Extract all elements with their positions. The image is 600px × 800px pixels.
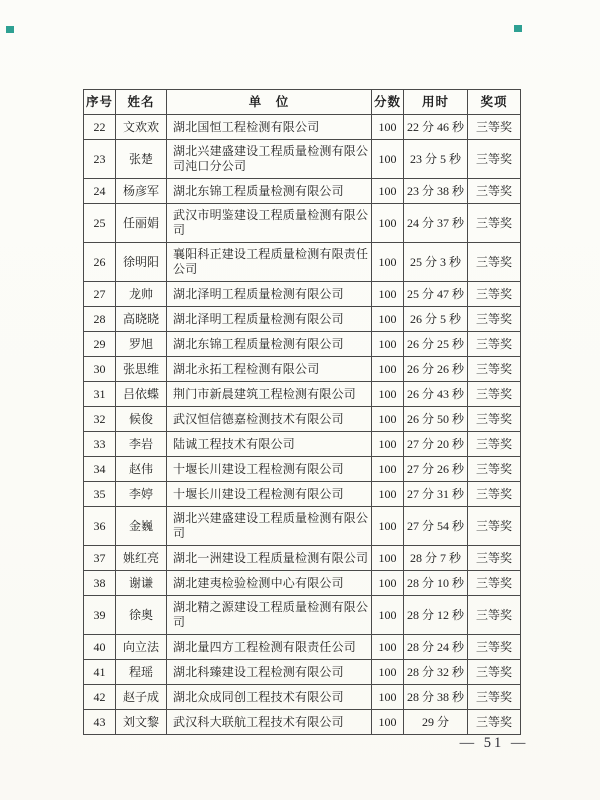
- table-row: [84, 332, 521, 357]
- cell-name: 姚红亮: [116, 546, 167, 571]
- cell-time: 22 分 46 秒: [404, 115, 468, 140]
- cell-score: 100: [372, 243, 404, 282]
- cell-time: 28 分 38 秒: [404, 685, 468, 710]
- cell-no: 30: [84, 357, 116, 382]
- cell-score: 100: [372, 432, 404, 457]
- cell-award: 三等奖: [468, 710, 521, 735]
- cell-name: 向立法: [116, 635, 167, 660]
- cell-time: 26 分 5 秒: [404, 307, 468, 332]
- cell-score: 100: [372, 179, 404, 204]
- cell-company: 荆门市新晨建筑工程检测有限公司: [167, 382, 372, 407]
- cell-time: 28 分 12 秒: [404, 596, 468, 635]
- cell-score: 100: [372, 140, 404, 179]
- cell-score: 100: [372, 685, 404, 710]
- cell-name: 罗旭: [116, 332, 167, 357]
- table-row: [84, 407, 521, 432]
- cell-no: 43: [84, 710, 116, 735]
- cell-time: 23 分 5 秒: [404, 140, 468, 179]
- cell-time: 23 分 38 秒: [404, 179, 468, 204]
- cell-no: 28: [84, 307, 116, 332]
- table-row: [84, 685, 521, 710]
- table-row: [84, 660, 521, 685]
- cell-company: 武汉恒信德嘉检测技术有限公司: [167, 407, 372, 432]
- cell-company: 湖北泽明工程质量检测有限公司: [167, 282, 372, 307]
- table-row: [84, 204, 521, 243]
- cell-no: 35: [84, 482, 116, 507]
- header-company: 单 位: [167, 90, 372, 115]
- cell-score: 100: [372, 482, 404, 507]
- cell-score: 100: [372, 571, 404, 596]
- cell-name: 张思维: [116, 357, 167, 382]
- cell-award: 三等奖: [468, 357, 521, 382]
- cell-company: 湖北量四方工程检测有限责任公司: [167, 635, 372, 660]
- cell-award: 三等奖: [468, 660, 521, 685]
- cell-name: 任丽娟: [116, 204, 167, 243]
- cell-name: 谢谦: [116, 571, 167, 596]
- cell-time: 24 分 37 秒: [404, 204, 468, 243]
- cell-score: 100: [372, 710, 404, 735]
- cell-company: 湖北一洲建设工程质量检测有限公司: [167, 546, 372, 571]
- cell-award: 三等奖: [468, 115, 521, 140]
- cell-company: 武汉市明鉴建设工程质量检测有限公司: [167, 204, 372, 243]
- cell-time: 25 分 3 秒: [404, 243, 468, 282]
- cell-no: 23: [84, 140, 116, 179]
- cell-no: 41: [84, 660, 116, 685]
- cell-time: 29 分: [404, 710, 468, 735]
- table-row: [84, 635, 521, 660]
- cell-no: 36: [84, 507, 116, 546]
- cell-company: 湖北东锦工程质量检测有限公司: [167, 332, 372, 357]
- cell-score: 100: [372, 546, 404, 571]
- cell-award: 三等奖: [468, 407, 521, 432]
- table-row: [84, 307, 521, 332]
- cell-time: 27 分 54 秒: [404, 507, 468, 546]
- cell-score: 100: [372, 382, 404, 407]
- cell-score: 100: [372, 282, 404, 307]
- table-row: [84, 546, 521, 571]
- cell-no: 31: [84, 382, 116, 407]
- cell-no: 29: [84, 332, 116, 357]
- table-row: [84, 357, 521, 382]
- cell-award: 三等奖: [468, 179, 521, 204]
- cell-no: 34: [84, 457, 116, 482]
- cell-score: 100: [372, 407, 404, 432]
- cell-score: 100: [372, 204, 404, 243]
- cell-time: 26 分 25 秒: [404, 332, 468, 357]
- cell-company: 武汉科大联航工程技术有限公司: [167, 710, 372, 735]
- cell-score: 100: [372, 507, 404, 546]
- table-row: [84, 596, 521, 635]
- cell-company: 十堰长川建设工程检测有限公司: [167, 457, 372, 482]
- cell-award: 三等奖: [468, 685, 521, 710]
- cell-name: 吕依蝶: [116, 382, 167, 407]
- cell-time: 27 分 31 秒: [404, 482, 468, 507]
- cell-award: 三等奖: [468, 571, 521, 596]
- cell-score: 100: [372, 660, 404, 685]
- cell-time: 28 分 32 秒: [404, 660, 468, 685]
- cell-company: 湖北东锦工程质量检测有限公司: [167, 179, 372, 204]
- cell-company: 湖北国恒工程检测有限公司: [167, 115, 372, 140]
- table-row: [84, 140, 521, 179]
- table-row: [84, 482, 521, 507]
- table-row: [84, 243, 521, 282]
- table-row: [84, 382, 521, 407]
- cell-company: 湖北兴建盛建设工程质量检测有限公司: [167, 507, 372, 546]
- cell-name: 赵子成: [116, 685, 167, 710]
- cell-award: 三等奖: [468, 596, 521, 635]
- table-row: [84, 571, 521, 596]
- cell-time: 27 分 20 秒: [404, 432, 468, 457]
- table-row: [84, 432, 521, 457]
- cell-time: 25 分 47 秒: [404, 282, 468, 307]
- table-row: [84, 507, 521, 546]
- cell-company: 湖北建夷检验检测中心有限公司: [167, 571, 372, 596]
- cell-time: 28 分 24 秒: [404, 635, 468, 660]
- cell-name: 程瑶: [116, 660, 167, 685]
- cell-no: 26: [84, 243, 116, 282]
- cell-time: 26 分 43 秒: [404, 382, 468, 407]
- cell-name: 文欢欢: [116, 115, 167, 140]
- cell-award: 三等奖: [468, 482, 521, 507]
- cell-time: 28 分 10 秒: [404, 571, 468, 596]
- corner-mark-left: [6, 26, 14, 33]
- cell-name: 金巍: [116, 507, 167, 546]
- cell-time: 26 分 26 秒: [404, 357, 468, 382]
- cell-name: 刘文黎: [116, 710, 167, 735]
- cell-company: 湖北兴建盛建设工程质量检测有限公司沌口分公司: [167, 140, 372, 179]
- cell-no: 39: [84, 596, 116, 635]
- cell-time: 27 分 26 秒: [404, 457, 468, 482]
- cell-time: 26 分 50 秒: [404, 407, 468, 432]
- cell-name: 徐奥: [116, 596, 167, 635]
- table-row: [84, 282, 521, 307]
- header-serial-number: 序号: [84, 90, 116, 115]
- cell-name: 候俊: [116, 407, 167, 432]
- cell-award: 三等奖: [468, 635, 521, 660]
- cell-no: 25: [84, 204, 116, 243]
- cell-company: 陆诚工程技术有限公司: [167, 432, 372, 457]
- cell-score: 100: [372, 115, 404, 140]
- cell-score: 100: [372, 596, 404, 635]
- cell-time: 28 分 7 秒: [404, 546, 468, 571]
- cell-score: 100: [372, 457, 404, 482]
- cell-award: 三等奖: [468, 243, 521, 282]
- cell-award: 三等奖: [468, 546, 521, 571]
- table-row: [84, 179, 521, 204]
- cell-no: 37: [84, 546, 116, 571]
- cell-award: 三等奖: [468, 140, 521, 179]
- cell-name: 张楚: [116, 140, 167, 179]
- cell-no: 42: [84, 685, 116, 710]
- results-table: [83, 89, 521, 735]
- cell-award: 三等奖: [468, 332, 521, 357]
- cell-name: 高晓晓: [116, 307, 167, 332]
- table-row: [84, 115, 521, 140]
- cell-name: 赵伟: [116, 457, 167, 482]
- cell-company: 湖北精之源建设工程质量检测有限公司: [167, 596, 372, 635]
- cell-score: 100: [372, 307, 404, 332]
- cell-name: 杨彦军: [116, 179, 167, 204]
- corner-mark-right: [514, 25, 522, 32]
- cell-no: 22: [84, 115, 116, 140]
- cell-no: 24: [84, 179, 116, 204]
- cell-no: 27: [84, 282, 116, 307]
- cell-name: 李岩: [116, 432, 167, 457]
- table-body: [84, 115, 521, 735]
- cell-name: 徐明阳: [116, 243, 167, 282]
- cell-score: 100: [372, 332, 404, 357]
- header-score: 分数: [372, 90, 404, 115]
- page-number: — 51 —: [459, 735, 529, 751]
- cell-no: 38: [84, 571, 116, 596]
- cell-award: 三等奖: [468, 282, 521, 307]
- table-header-row: [84, 90, 521, 115]
- cell-name: 李婷: [116, 482, 167, 507]
- cell-no: 32: [84, 407, 116, 432]
- cell-company: 襄阳科正建设工程质量检测有限责任公司: [167, 243, 372, 282]
- cell-name: 龙帅: [116, 282, 167, 307]
- cell-score: 100: [372, 357, 404, 382]
- table-row: [84, 457, 521, 482]
- cell-award: 三等奖: [468, 307, 521, 332]
- cell-award: 三等奖: [468, 204, 521, 243]
- cell-company: 十堰长川建设工程检测有限公司: [167, 482, 372, 507]
- cell-score: 100: [372, 635, 404, 660]
- cell-no: 33: [84, 432, 116, 457]
- header-time-used: 用时: [404, 90, 468, 115]
- header-name: 姓名: [116, 90, 167, 115]
- header-award: 奖项: [468, 90, 521, 115]
- cell-award: 三等奖: [468, 457, 521, 482]
- cell-award: 三等奖: [468, 507, 521, 546]
- cell-award: 三等奖: [468, 382, 521, 407]
- cell-no: 40: [84, 635, 116, 660]
- table-row: [84, 710, 521, 735]
- cell-company: 湖北众成同创工程技术有限公司: [167, 685, 372, 710]
- cell-company: 湖北泽明工程质量检测有限公司: [167, 307, 372, 332]
- cell-company: 湖北科臻建设工程检测有限公司: [167, 660, 372, 685]
- cell-award: 三等奖: [468, 432, 521, 457]
- cell-company: 湖北永拓工程检测有限公司: [167, 357, 372, 382]
